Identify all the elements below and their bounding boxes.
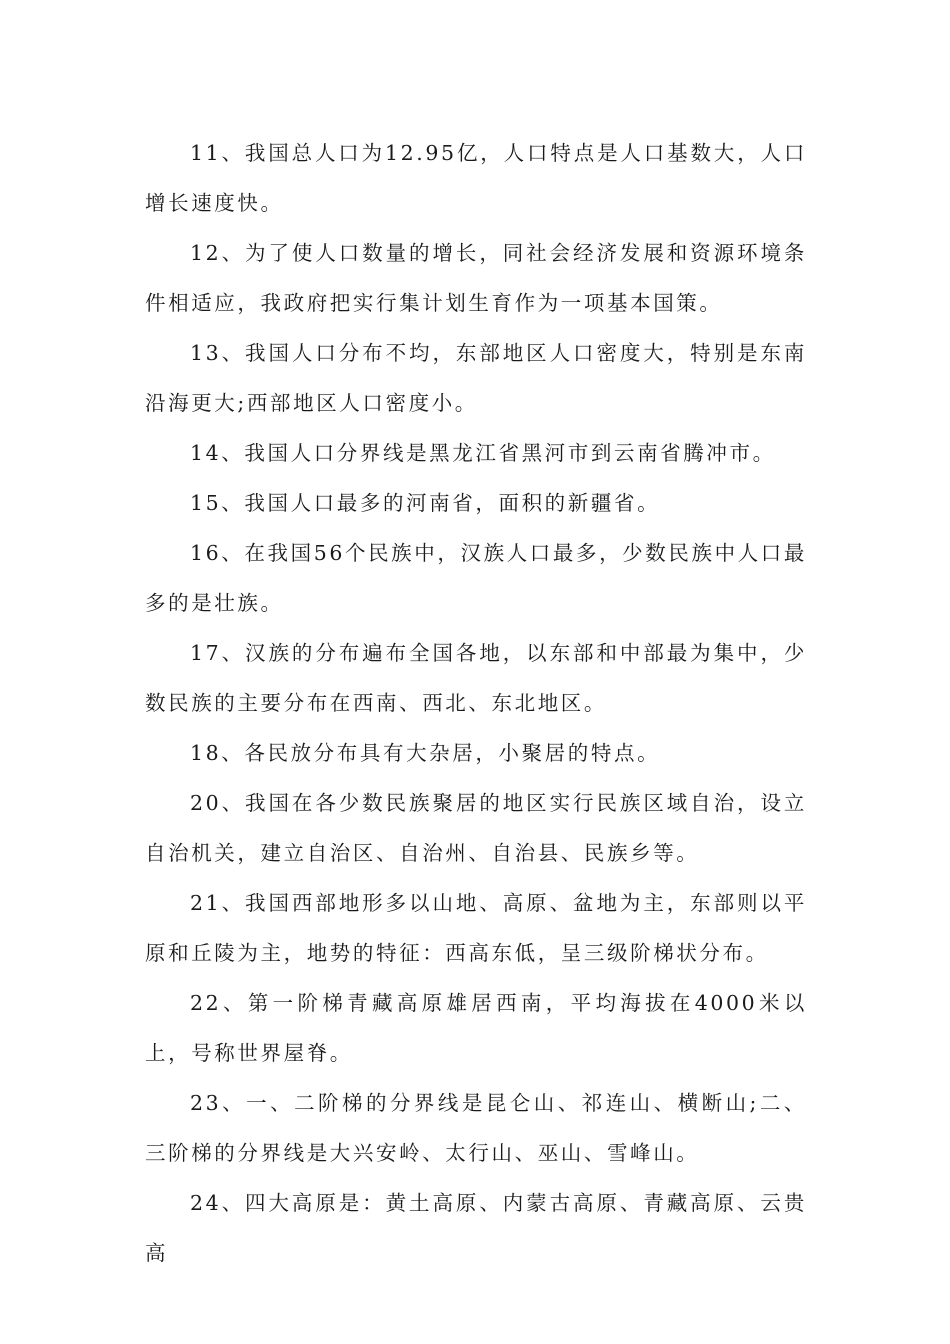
paragraph-16: 16、在我国56个民族中，汉族人口最多，少数民族中人口最多的是壮族。 [145,541,807,615]
paragraph-18: 18、各民放分布具有大杂居，小聚居的特点。 [190,741,661,765]
paragraph-24: 24、四大高原是：黄土高原、内蒙古高原、青藏高原、云贵高 [145,1191,807,1265]
paragraph-23: 23、一、二阶梯的分界线是昆仑山、祁连山、横断山;二、三阶梯的分界线是大兴安岭、太行山、巫山、雪峰山。 [145,1091,807,1165]
paragraph-20: 20、我国在各少数民族聚居的地区实行民族区域自治，设立自治机关，建立自治区、自治州、自治县、民族乡等。 [145,791,807,865]
paragraph-12: 12、为了使人口数量的增长，同社会经济发展和资源环境条件相适应，我政府把实行集计划生育作为一项基本国策。 [145,241,807,315]
paragraph-15: 15、我国人口最多的河南省，面积的新疆省。 [190,491,661,515]
paragraph-13: 13、我国人口分布不均，东部地区人口密度大，特别是东南沿海更大;西部地区人口密度小。 [145,341,807,415]
document-body [145,128,807,1278]
paragraph-22: 22、第一阶梯青藏高原雄居西南，平均海拔在4000米以上，号称世界屋脊。 [145,991,807,1065]
paragraph-17: 17、汉族的分布遍布全国各地，以东部和中部最为集中，少数民族的主要分布在西南、西北、东北地区。 [145,641,807,715]
paragraph-11: 11、我国总人口为12.95亿，人口特点是人口基数大，人口增长速度快。 [145,141,807,215]
paragraph-21: 21、我国西部地形多以山地、高原、盆地为主，东部则以平原和丘陵为主，地势的特征：西高东低，呈三级阶梯状分布。 [145,891,807,965]
paragraph-14: 14、我国人口分界线是黑龙江省黑河市到云南省腾冲市。 [190,441,776,465]
